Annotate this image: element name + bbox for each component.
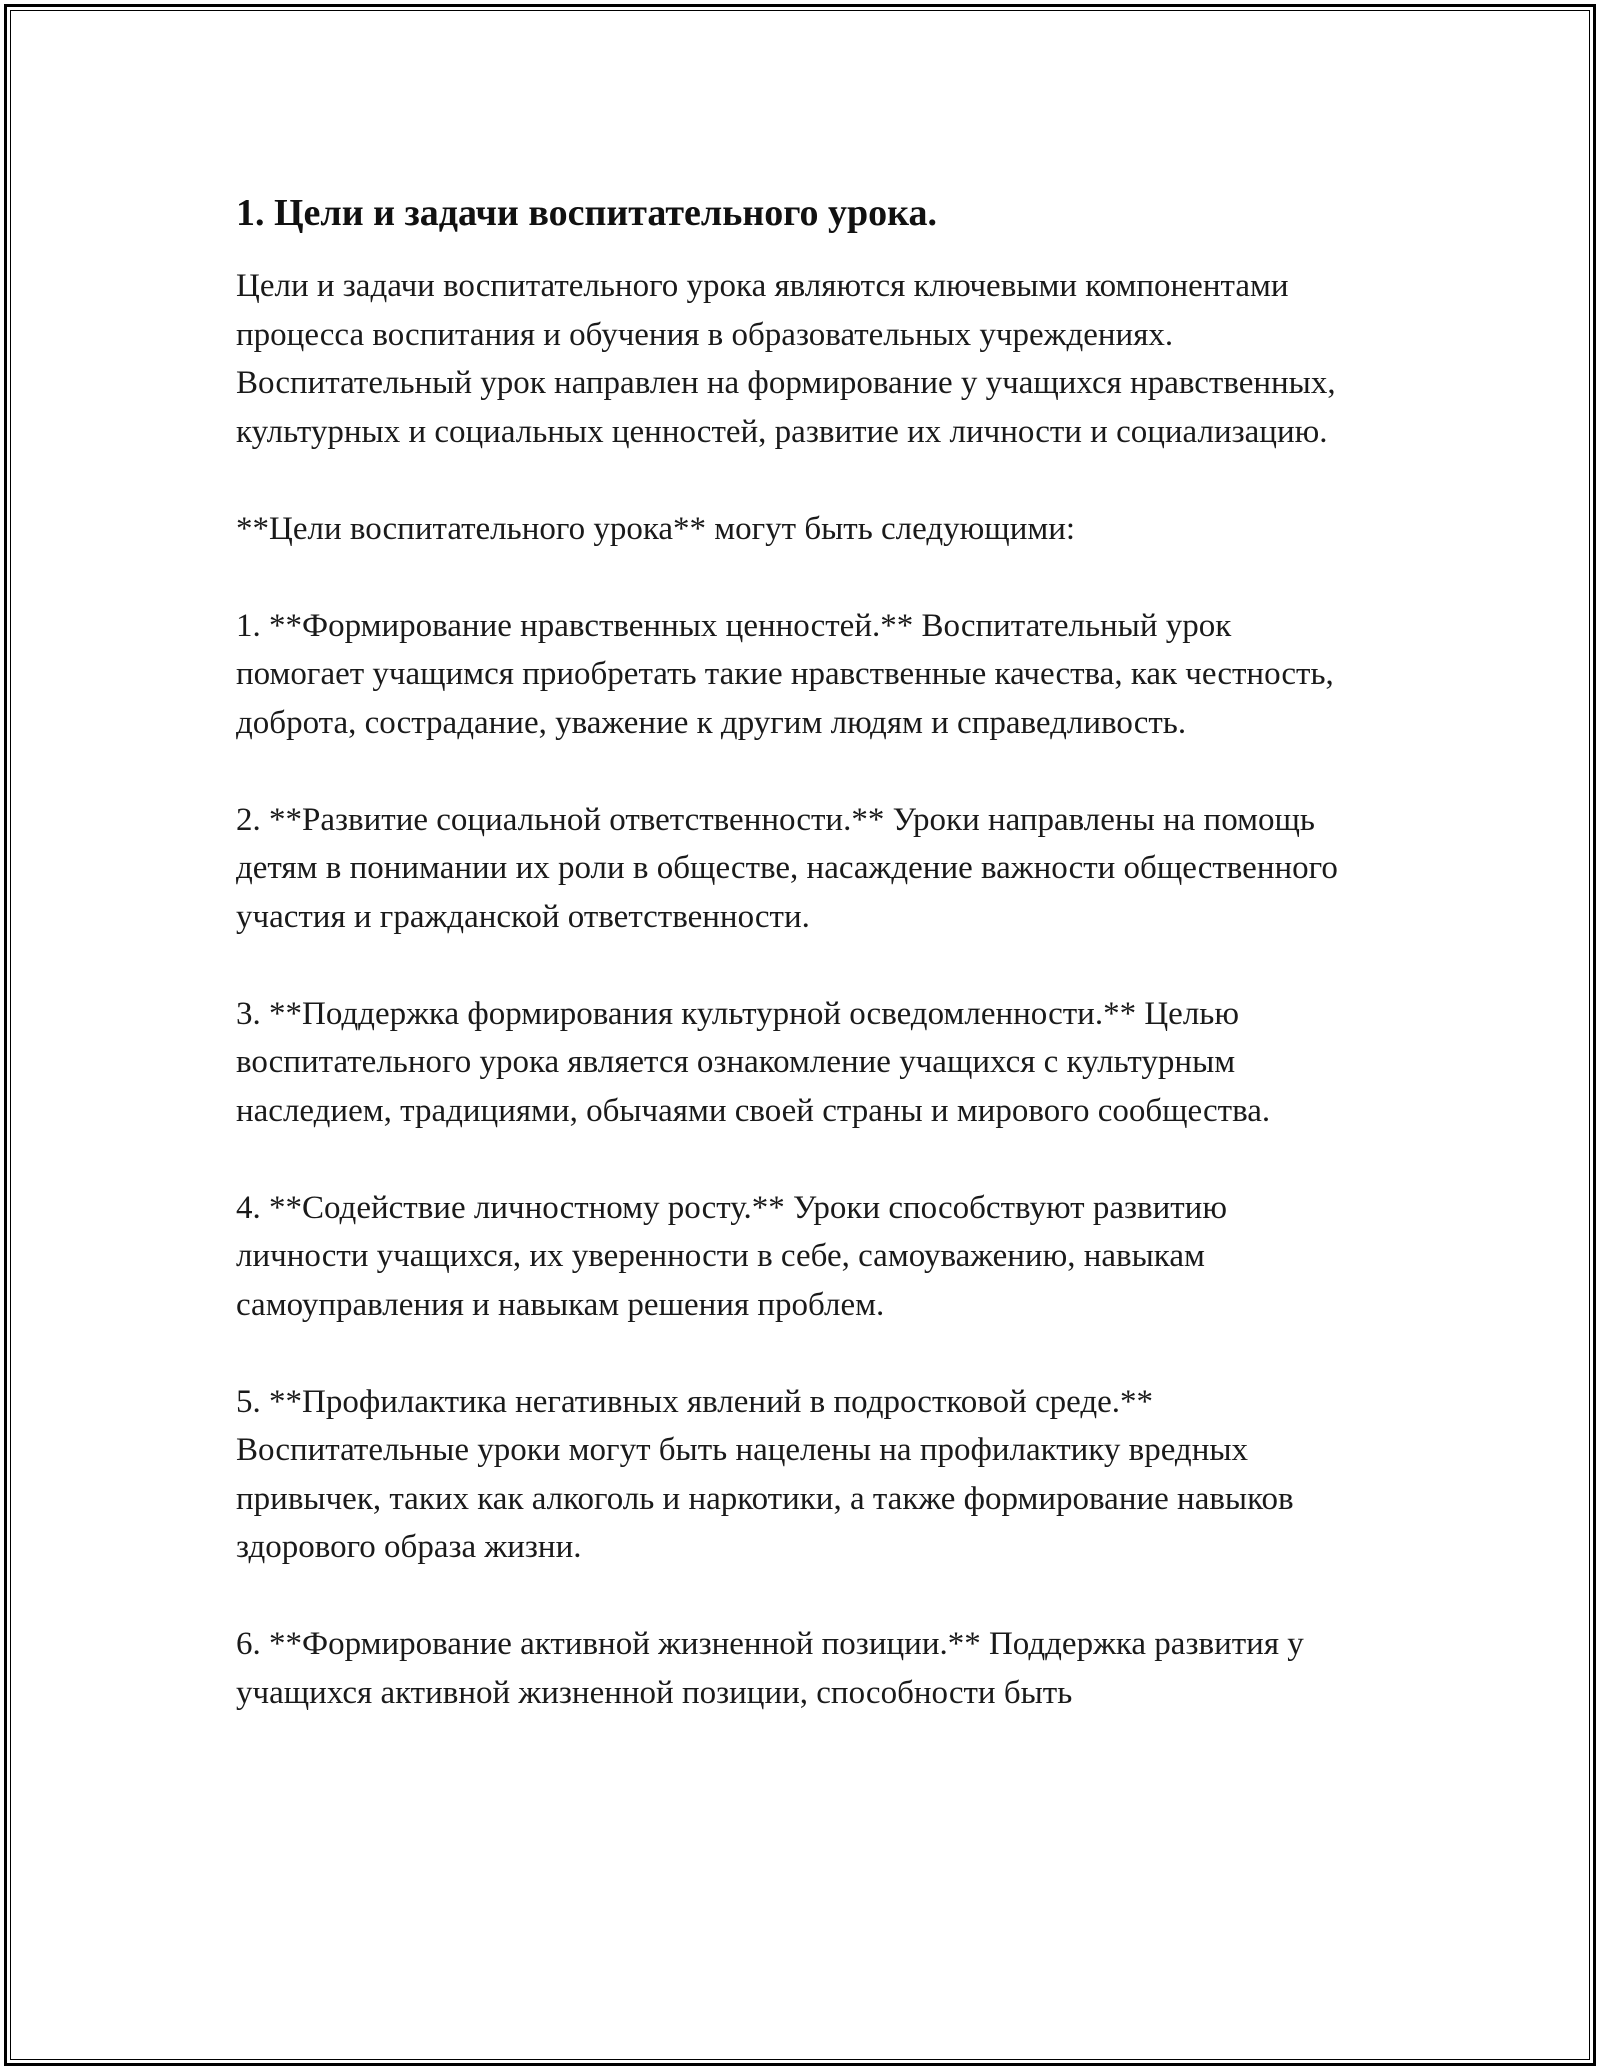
- section-heading: 1. Цели и задачи воспитательного урока.: [236, 192, 937, 234]
- goal-item-5: 5. **Профилактика негативных явлений в подростковой среде.** Воспитательные уроки могут быть нацелены на профилактику вредных привычек, таких как алкоголь и наркотики, а также формирование навыков здорового образа жизни.: [236, 1383, 1294, 1565]
- goal-item-6: 6. **Формирование активной жизненной позиции.** Поддержка развития у учащихся активной жизненной позиции, способности быть: [236, 1626, 1304, 1711]
- goal-item-2: 2. **Развитие социальной ответственности.** Уроки направлены на помощь детям в понимании их роли в обществе, насаждение важности общественного участия и гражданской ответственности.: [236, 801, 1338, 935]
- goal-item-1: 1. **Формирование нравственных ценностей.** Воспитательный урок помогает учащимся приобретать такие нравственные качества, как честность, доброта, сострадание, уважение к другим людям и справедливость.: [236, 607, 1334, 741]
- goal-item-4: 4. **Содействие личностному росту.** Уроки способствуют развитию личности учащихся, их уверенности в себе, самоуважению, навыкам самоуправления и навыкам решения проблем.: [236, 1189, 1227, 1323]
- goal-item-3: 3. **Поддержка формирования культурной осведомленности.** Целью воспитательного урока является ознакомление учащихся с культурным наследием, традициями, обычаями своей страны и мирового сообщества.: [236, 995, 1271, 1129]
- goals-lead-paragraph: **Цели воспитательного урока** могут быть следующими:: [236, 510, 1076, 547]
- intro-paragraph: Цели и задачи воспитательного урока являются ключевыми компонентами процесса воспитания и обучения в образовательных учреждениях. Воспитательный урок направлен на формирование у учащихся нравственных, культурных и социальных ценностей, развитие их личности и социализацию.: [236, 268, 1336, 450]
- document-body: [236, 188, 1366, 1766]
